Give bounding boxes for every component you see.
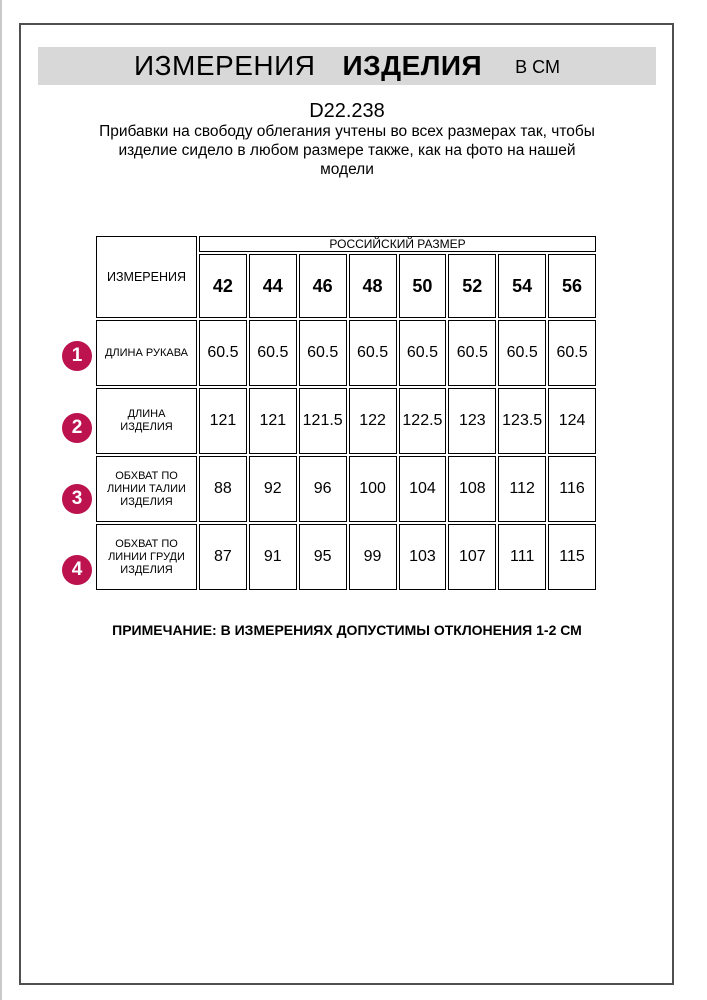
table-cell: 60.5 — [498, 320, 546, 386]
table-cell: 60.5 — [399, 320, 447, 386]
row-number-badge-2: 2 — [62, 413, 92, 443]
fit-description-line-3: модели — [320, 161, 374, 178]
table-cell: 96 — [299, 456, 347, 522]
table-cell: 87 — [199, 524, 247, 590]
row-number-badge-1: 1 — [62, 341, 92, 371]
table-cell: 124 — [548, 388, 596, 454]
table-cell: 121.5 — [299, 388, 347, 454]
size-col-header: 54 — [498, 254, 546, 318]
table-cell: 60.5 — [448, 320, 496, 386]
table-cell: 104 — [399, 456, 447, 522]
table-cell: 91 — [249, 524, 297, 590]
size-table — [94, 234, 598, 592]
row-number-badge-4: 4 — [62, 555, 92, 585]
size-col-header: 56 — [548, 254, 596, 318]
title-bar — [38, 47, 656, 85]
table-cell: 123 — [448, 388, 496, 454]
table-cell: 92 — [249, 456, 297, 522]
measurements-corner-header: ИЗМЕРЕНИЯ — [96, 236, 197, 318]
size-col-header: 48 — [349, 254, 397, 318]
table-cell: 60.5 — [548, 320, 596, 386]
table-cell: 115 — [548, 524, 596, 590]
table-cell: 99 — [349, 524, 397, 590]
row-label: ДЛИНА РУКАВА — [96, 320, 197, 386]
table-cell: 60.5 — [299, 320, 347, 386]
table-cell: 103 — [399, 524, 447, 590]
page-left-edge — [0, 0, 2, 1000]
table-cell: 116 — [548, 456, 596, 522]
table-cell: 60.5 — [199, 320, 247, 386]
fit-description-line-2: изделие сидело в любом размере также, как на фото на нашей — [118, 142, 576, 159]
table-row-chest-girth — [96, 524, 596, 590]
table-cell: 122 — [349, 388, 397, 454]
table-row-waist-girth — [96, 456, 596, 522]
table-cell: 107 — [448, 524, 496, 590]
table-cell: 123.5 — [498, 388, 546, 454]
size-col-header: 46 — [299, 254, 347, 318]
title-word-izdeliya: ИЗДЕЛИЯ — [342, 50, 483, 81]
size-col-header: 52 — [448, 254, 496, 318]
fit-description-line-1: Прибавки на свободу облегания учтены во всех размерах так, чтобы — [99, 123, 595, 140]
row-label: ОБХВАТ ПО ЛИНИИ ТАЛИИ ИЗДЕЛИЯ — [96, 456, 197, 522]
table-cell: 108 — [448, 456, 496, 522]
fit-description — [27, 122, 667, 179]
product-code: D22.238 — [309, 100, 385, 122]
table-cell: 112 — [498, 456, 546, 522]
table-cell: 122.5 — [399, 388, 447, 454]
table-row-item-length — [96, 388, 596, 454]
table-cell: 88 — [199, 456, 247, 522]
title-word-izmereniya: ИЗМЕРЕНИЯ — [134, 50, 316, 81]
row-label: ДЛИНА ИЗДЕЛИЯ — [96, 388, 197, 454]
table-group-header-row — [96, 236, 596, 252]
size-col-header: 42 — [199, 254, 247, 318]
table-cell: 111 — [498, 524, 546, 590]
tolerance-note: ПРИМЕЧАНИЕ: В ИЗМЕРЕНИЯХ ДОПУСТИМЫ ОТКЛОНЕНИЯ 1-2 СМ — [112, 622, 582, 638]
table-cell: 60.5 — [249, 320, 297, 386]
row-label: ОБХВАТ ПО ЛИНИИ ГРУДИ ИЗДЕЛИЯ — [96, 524, 197, 590]
title-unit-cm: В СМ — [515, 57, 560, 77]
table-cell: 60.5 — [349, 320, 397, 386]
row-number-badge-3: 3 — [62, 484, 92, 514]
table-cell: 121 — [249, 388, 297, 454]
russian-size-header: РОССИЙСКИЙ РАЗМЕР — [199, 236, 596, 252]
table-row-sleeve-length — [96, 320, 596, 386]
size-col-header: 44 — [249, 254, 297, 318]
table-cell: 121 — [199, 388, 247, 454]
table-cell: 95 — [299, 524, 347, 590]
table-cell: 100 — [349, 456, 397, 522]
size-col-header: 50 — [399, 254, 447, 318]
